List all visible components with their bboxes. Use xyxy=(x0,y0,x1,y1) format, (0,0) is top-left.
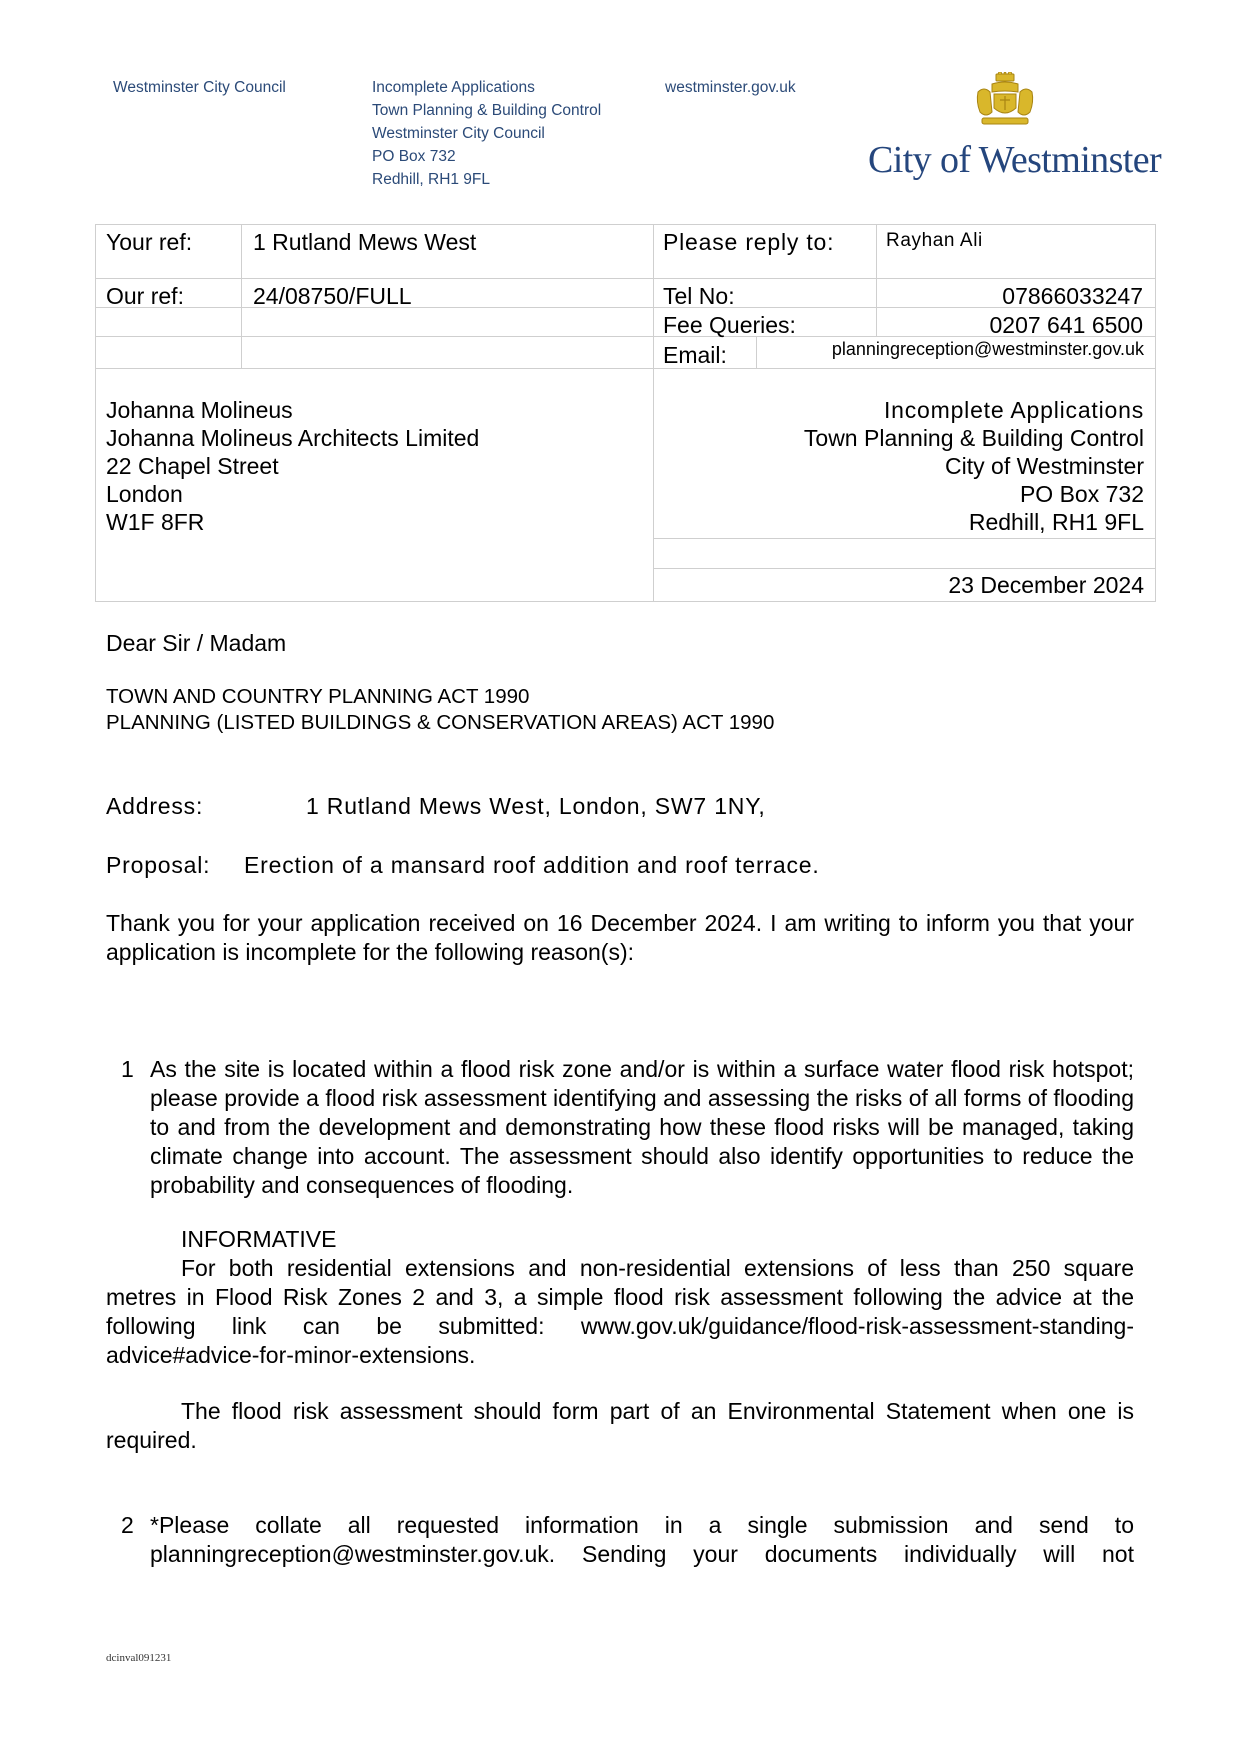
proposal-label: Proposal: xyxy=(106,852,211,878)
recipient-address xyxy=(106,396,479,536)
reason-number: 1 xyxy=(121,1056,134,1082)
intro-paragraph: Thank you for your application received on 16 December 2024. I am writing to inform you that your application is incomplete for the following reason(s): xyxy=(106,910,1134,965)
coat-of-arms-icon xyxy=(974,72,1036,128)
sender-address-line: Redhill, RH1 9FL xyxy=(968,509,1144,535)
sender-address-line: PO Box 732 xyxy=(1019,481,1144,507)
recipient-address-line: W1F 8FR xyxy=(106,509,205,535)
reference-table xyxy=(95,224,1156,602)
email-label: Email: xyxy=(663,342,727,368)
informative-paragraph: The flood risk assessment should form part of an Environmental Statement when one is required. xyxy=(106,1398,1134,1453)
our-ref-label: Our ref: xyxy=(106,283,184,309)
tel-label: Tel No: xyxy=(663,283,735,309)
act-headings xyxy=(106,684,774,736)
informative-paragraph: For both residential extensions and non-residential extensions of less than 250 square metres in Flood Risk Zones 2 and 3, a simple flood risk assessment following the advice at the following link can be submitted: www.gov.uk/guidance/flood-risk-assessment-standing-advice#advice-for-minor-extensions. xyxy=(106,1255,1134,1368)
your-ref-value: 1 Rutland Mews West xyxy=(253,229,477,255)
site-address: 1 Rutland Mews West, London, SW7 1NY, xyxy=(306,793,766,819)
reason-text: *Please collate all requested information in a single submission and send to planningreception@westminster.gov.uk. Sending your documents individually will not xyxy=(150,1512,1134,1567)
sender-address xyxy=(663,396,1144,536)
email-value[interactable]: planningreception@westminster.gov.uk xyxy=(831,339,1144,359)
act-heading: PLANNING (LISTED BUILDINGS & CONSERVATION AREAS) ACT 1990 xyxy=(106,711,775,734)
informative-heading: INFORMATIVE xyxy=(181,1226,337,1252)
recipient-address-line: London xyxy=(106,481,183,507)
return-address-line: Incomplete Applications xyxy=(372,79,535,96)
footer-code: dcinval091231 xyxy=(106,1652,172,1664)
recipient-address-line: 22 Chapel Street xyxy=(106,453,279,479)
return-address-line: Redhill, RH1 9FL xyxy=(372,171,491,188)
return-address-line: Town Planning & Building Control xyxy=(372,102,602,119)
sender-address-line: City of Westminster xyxy=(945,453,1144,479)
return-address xyxy=(372,76,601,191)
address-label: Address: xyxy=(106,793,204,819)
recipient-address-line: Johanna Molineus xyxy=(106,397,293,423)
tel-value: 07866033247 xyxy=(1002,283,1143,309)
return-address-line: PO Box 732 xyxy=(372,148,456,165)
return-address-line: Westminster City Council xyxy=(372,125,545,142)
reply-to-label: Please reply to: xyxy=(663,229,835,255)
recipient-address-line: Johanna Molineus Architects Limited xyxy=(106,425,480,451)
reason-text: As the site is located within a flood risk zone and/or is within a surface water flood risk hotspot; please provide a flood risk assessment identifying and assessing the risks of all forms of flooding to and from the development and demonstrating how these flood risks will be managed, taking climate change into account. The assessment should also identify opportunities to reduce the probability and consequences of flooding. xyxy=(150,1056,1134,1198)
act-heading: TOWN AND COUNTRY PLANNING ACT 1990 xyxy=(106,685,530,708)
city-of-westminster-logo xyxy=(868,72,1164,184)
website-link[interactable]: westminster.gov.uk xyxy=(665,79,796,96)
our-ref-value: 24/08750/FULL xyxy=(253,283,412,309)
sender-address-line: Town Planning & Building Control xyxy=(803,425,1144,451)
salutation: Dear Sir / Madam xyxy=(106,630,287,656)
council-name: Westminster City Council xyxy=(113,79,286,96)
fee-queries-value: 0207 641 6500 xyxy=(989,312,1143,338)
reply-to-name: Rayhan Ali xyxy=(886,230,983,251)
letter-date: 23 December 2024 xyxy=(948,572,1144,598)
your-ref-label: Your ref: xyxy=(106,229,193,255)
proposal-text: Erection of a mansard roof addition and roof terrace. xyxy=(244,852,820,878)
sender-address-line: Incomplete Applications xyxy=(883,397,1144,423)
fee-queries-label: Fee Queries: xyxy=(663,312,796,338)
logo-text: City of Westminster xyxy=(868,139,1162,181)
reason-number: 2 xyxy=(121,1512,134,1538)
